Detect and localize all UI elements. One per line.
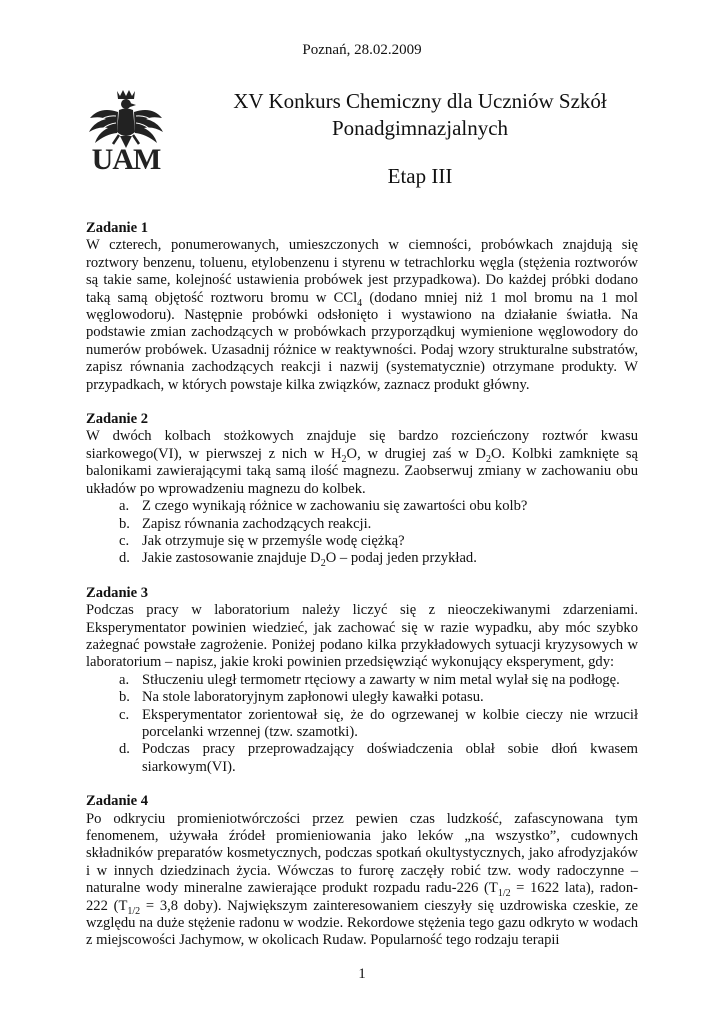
task-3 — [86, 585, 638, 776]
list-item: a. Z czego wynikają różnice w zachowaniu się zawartości obu kolb? — [119, 498, 528, 515]
stage-label: Etap III — [387, 164, 453, 188]
task-3-heading: Zadanie 3 — [86, 584, 149, 601]
task-1 — [86, 220, 638, 394]
tasks-content — [86, 220, 638, 967]
task-1-heading: Zadanie 1 — [86, 220, 149, 236]
task-4-text: Po odkryciu promieniotwórczości przez pewien czas ludzkość, zafascynowana tym fenomenem, używała źródeł promieniowania jako leków „na wszystko”, cudownych składników preparatów kosmetycznych, podczas spotkań okultystycznych, jako afrodyzjaków i w innych dziedzinach życia. Wówczas to furorę zaczęły robić tzw. wody radoczynne – naturalne wody mineralne zawierające produkt rozpadu radu-226 ($T_{1/2} = 1622$ lata), radon-222 ($T_{1/2} = 3,8$ doby). Największym zainteresowaniem cieszyły się uzdrowiska czeskie, ze względu na duże stężenie radonu w wodzie. Rekordowe stężenia tego gazu odkryto w wodach z miejscowości Jachymow, w okolicach Rudaw. Popularność tego rodzaju terapii — [86, 810, 638, 949]
uam-logo-text: UAM — [91, 143, 161, 176]
list-item: b. Na stole laboratoryjnym zapłonowi uległy kawałki potasu. — [119, 689, 484, 706]
task-4 — [86, 793, 638, 950]
task-3-text: Podczas pracy w laboratorium należy liczyć się z nieoczekiwanymi zdarzeniami. Eksperymentator powinien wiedzieć, jak zachować się w razie wypadku, aby móc szybko zażegnać powstałe zagrożenie. Poniżej podano kilka przykładowych sytuacji kryzysowych w laboratorium – napisz, jakie kroki powinien przedsięwziąć wykonujący eksperyment, gdy: — [86, 602, 638, 671]
title-line-1: XV Konkurs Chemiczny dla Uczniów Szkół — [233, 89, 607, 113]
task-2-heading: Zadanie 2 — [86, 411, 149, 428]
list-item: d. Jakie zastosowanie znajduje $D_2O$ – podaj jeden przykład. — [119, 550, 477, 570]
task-2-text: W dwóch kolbach stożkowych znajduje się bardzo rozcieńczony roztwór kwasu siarkowego(VI), w pierwszej z nich w $H_2O$, w drugiej zaś w $D_2O$. Kolbki zamknięte są balonikami zawierającymi taką samą ilość magnezu. Zaobserwuj zmiany w zachowaniu obu układów po wprowadzeniu magnezu do kolbek. — [86, 428, 638, 497]
list-item: a. Stłuczeniu uległ termometr rtęciowy a zawarty w nim metal wylał się na podłogę. — [119, 671, 620, 688]
list-item: d. Podczas pracy przeprowadzający doświadczenia oblał sobie dłoń kwasem siarkowym(VI). — [119, 741, 638, 775]
list-item: c. Jak otrzymuje się w przemyśle wodę ciężką? — [119, 532, 405, 549]
task-4-heading: Zadanie 4 — [86, 793, 149, 810]
list-item: b. Zapisz równania zachodzących reakcji. — [119, 515, 372, 532]
document-date: Poznań, 28.02.2009 — [302, 42, 422, 58]
uam-eagle-logo-icon — [86, 88, 164, 178]
task-2-questions — [86, 498, 638, 568]
task-2 — [86, 411, 638, 568]
title-line-2: Ponadgimnazjalnych — [331, 116, 509, 140]
task-1-text: W czterech, ponumerowanych, umieszczonych w ciemności, probówkach znajdują się roztwory benzenu, toluenu, etylobenzenu i styrenu w tetrachlorku węgla (stężenia roztworów są takie same, kolejność ustawienia probówek jest przypadkowa). Do każdej próbki dodano taką samą objętość roztworu bromu w CCl$_4$ (dodano mniej niż 1 mol bromu na 1 mol węglowodoru). Następnie probówki odsłonięto i wystawiono na działanie światła. Na podstawie zmian zachodzących w probówkach przyporządkuj wymienione węglowodory do numerów probówek. Uzasadnij różnice w reaktywności. Podaj wzory strukturalne substratów, zapisz równania zachodzących reakcji i nazwij (systematycznie) otrzymane produkty. W przypadkach, w których powstaje kilka związków, zaznacz produkt główny. — [86, 237, 638, 393]
competition-title — [170, 88, 670, 142]
list-item: c. Eksperymentator zorientował się, że do ogrzewanej w kolbie cieczy nie wrzucił porcelanki wrzennej (tzw. szamotki). — [119, 706, 638, 740]
task-3-situations — [86, 672, 638, 776]
page-number: 1 — [358, 966, 366, 982]
